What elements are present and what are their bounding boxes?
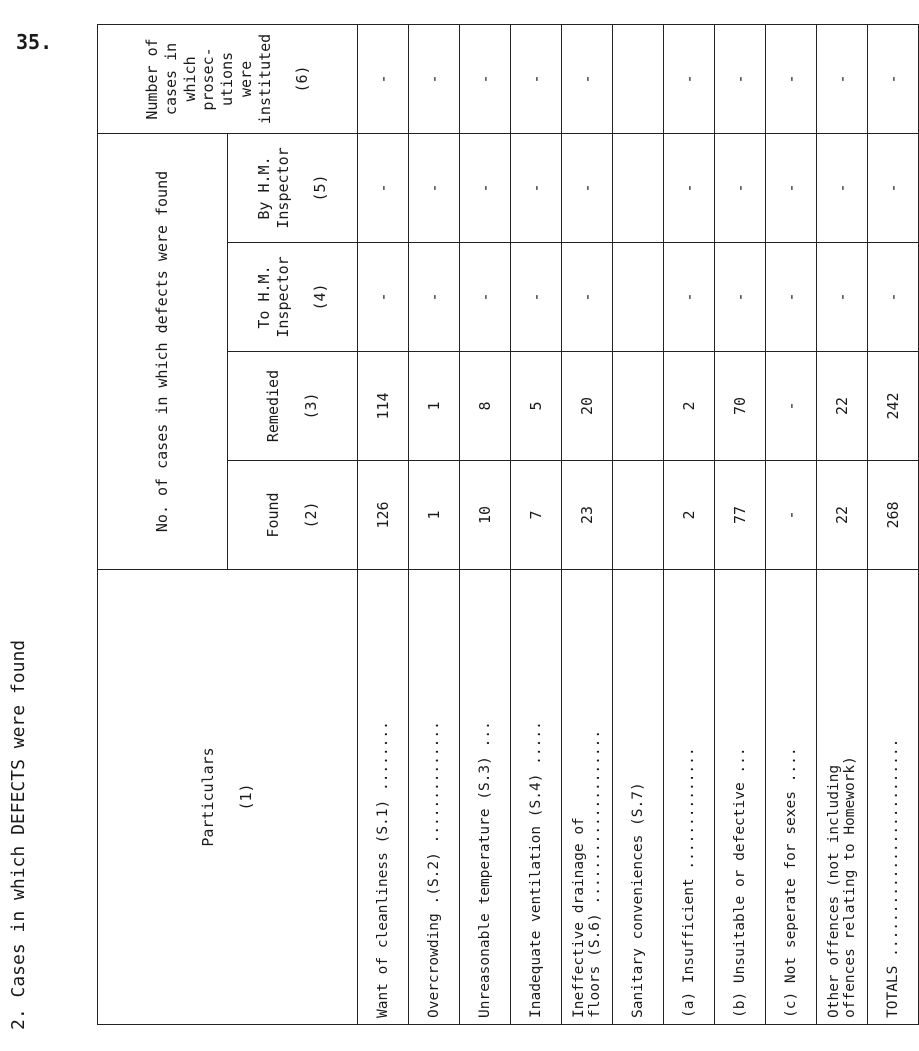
cell-by-hm: - [409, 133, 460, 242]
cell-remedied: 114 [358, 352, 409, 461]
cell-to-hm: - [358, 243, 409, 352]
table-row [766, 24, 817, 1024]
cell-prosecutions: - [868, 24, 919, 133]
cell-to-hm: - [868, 243, 919, 352]
cell-by-hm [613, 133, 664, 242]
header-remedied-number: (3) [301, 392, 320, 420]
cell-found: 77 [715, 461, 766, 570]
cell-prosecutions: - [511, 24, 562, 133]
cell-found: 22 [817, 461, 868, 570]
row-label [562, 570, 613, 1025]
cell-by-hm: - [664, 133, 715, 242]
cell-to-hm: - [766, 243, 817, 352]
cell-remedied: 5 [511, 352, 562, 461]
cell-remedied: 1 [409, 352, 460, 461]
header-found-number: (2) [301, 501, 320, 529]
page-number: 35. [16, 30, 53, 54]
cell-prosecutions: - [358, 24, 409, 133]
defects-table [97, 24, 919, 1025]
cell-found: 10 [460, 461, 511, 570]
cell-to-hm: - [460, 243, 511, 352]
cell-to-hm: - [715, 243, 766, 352]
cell-by-hm: - [511, 133, 562, 242]
header-to-hm-number: (4) [311, 283, 330, 311]
row-label [766, 570, 817, 1025]
header-particulars [98, 570, 358, 1025]
header-cases-found-label: No. of cases in which defects were found [153, 170, 172, 533]
header-by-hm-label: By H.M. Inspector [255, 147, 292, 229]
row-label [868, 570, 919, 1025]
cell-to-hm: - [817, 243, 868, 352]
table-row [562, 24, 613, 1024]
row-label [613, 570, 664, 1025]
cell-found: 23 [562, 461, 613, 570]
table-row [715, 24, 766, 1024]
header-remedied-label: Remedied [264, 369, 283, 443]
table-row [817, 24, 868, 1024]
row-label-text: Inadequate ventilation (S.4) ..... [528, 721, 544, 1018]
table-row [358, 24, 409, 1024]
cell-to-hm: - [409, 243, 460, 352]
row-label-text: Other offences (not including [826, 764, 842, 1018]
cell-remedied: 22 [817, 352, 868, 461]
row-label [358, 570, 409, 1025]
row-label [511, 570, 562, 1025]
row-label-text: Overcrowding .(S.2) .............. [426, 721, 442, 1018]
row-label-text: (a) Insufficient .............. [681, 747, 697, 1018]
table-row [664, 24, 715, 1024]
cell-to-hm: - [664, 243, 715, 352]
cell-remedied: 2 [664, 352, 715, 461]
cell-found: 268 [868, 461, 919, 570]
cell-found: 2 [664, 461, 715, 570]
header-found-label: Found [264, 492, 283, 538]
cell-remedied: - [766, 352, 817, 461]
header-to-hm-inspector [228, 243, 358, 352]
cell-found: - [766, 461, 817, 570]
cell-found [613, 461, 664, 570]
header-by-hm-inspector [228, 133, 358, 242]
cell-remedied: 70 [715, 352, 766, 461]
cell-by-hm: - [868, 133, 919, 242]
cell-prosecutions: - [562, 24, 613, 133]
cell-remedied [613, 352, 664, 461]
rotated-table-wrapper [97, 25, 902, 1025]
cell-remedied: 242 [868, 352, 919, 461]
row-label [817, 570, 868, 1025]
header-particulars-label: Particulars [199, 747, 218, 847]
table-body [358, 24, 919, 1024]
header-to-hm-label: To H.M. Inspector [255, 256, 292, 338]
cell-prosecutions: - [409, 24, 460, 133]
cell-by-hm: - [562, 133, 613, 242]
row-label-continuation: offences relating to Homework) [842, 756, 858, 1018]
header-prosecutions [98, 24, 358, 133]
cell-prosecutions: - [817, 24, 868, 133]
table-row [409, 24, 460, 1024]
cell-prosecutions: - [715, 24, 766, 133]
row-label-text: (c) Not seperate for sexes .... [783, 747, 799, 1018]
row-label-text: (b) Unsuitable or defective ... [732, 747, 748, 1018]
cell-by-hm: - [358, 133, 409, 242]
header-particulars-number: (1) [236, 783, 255, 811]
row-label [715, 570, 766, 1025]
header-by-hm-number: (5) [311, 174, 330, 202]
row-label-continuation: floors (S.6) .................... [587, 729, 603, 1018]
header-remedied [228, 352, 358, 461]
header-prosecutions-number: (6) [293, 65, 312, 93]
cell-to-hm: - [511, 243, 562, 352]
cell-found: 126 [358, 461, 409, 570]
cell-prosecutions: - [664, 24, 715, 133]
row-label-text: Sanitary conveniences (S.7) [630, 782, 646, 1018]
cell-prosecutions: - [766, 24, 817, 133]
table-row [460, 24, 511, 1024]
table-row [613, 24, 664, 1024]
cell-remedied: 20 [562, 352, 613, 461]
row-label-text: Unreasonable temperature (S.3) ... [477, 721, 493, 1018]
row-label [460, 570, 511, 1025]
cell-prosecutions: - [460, 24, 511, 133]
row-label [409, 570, 460, 1025]
row-label-text: Want of cleanliness (S.1) ........ [375, 721, 391, 1018]
cell-prosecutions [613, 24, 664, 133]
cell-to-hm: - [562, 243, 613, 352]
row-label [664, 570, 715, 1025]
totals-row [868, 24, 919, 1024]
cell-by-hm: - [460, 133, 511, 242]
header-cases-found-group [98, 133, 228, 569]
cell-by-hm: - [766, 133, 817, 242]
table-title: 2. Cases in which DEFECTS were found [8, 639, 29, 1030]
cell-found: 1 [409, 461, 460, 570]
header-found [228, 461, 358, 570]
cell-to-hm [613, 243, 664, 352]
row-label-text: Ineffective drainage of [571, 817, 587, 1018]
cell-by-hm: - [817, 133, 868, 242]
table-row [511, 24, 562, 1024]
cell-by-hm: - [715, 133, 766, 242]
row-label-text: TOTALS ......................... [885, 738, 901, 1018]
cell-found: 7 [511, 461, 562, 570]
cell-remedied: 8 [460, 352, 511, 461]
header-prosecutions-label: Number of cases in which prosec-utions were instituted [143, 33, 274, 125]
